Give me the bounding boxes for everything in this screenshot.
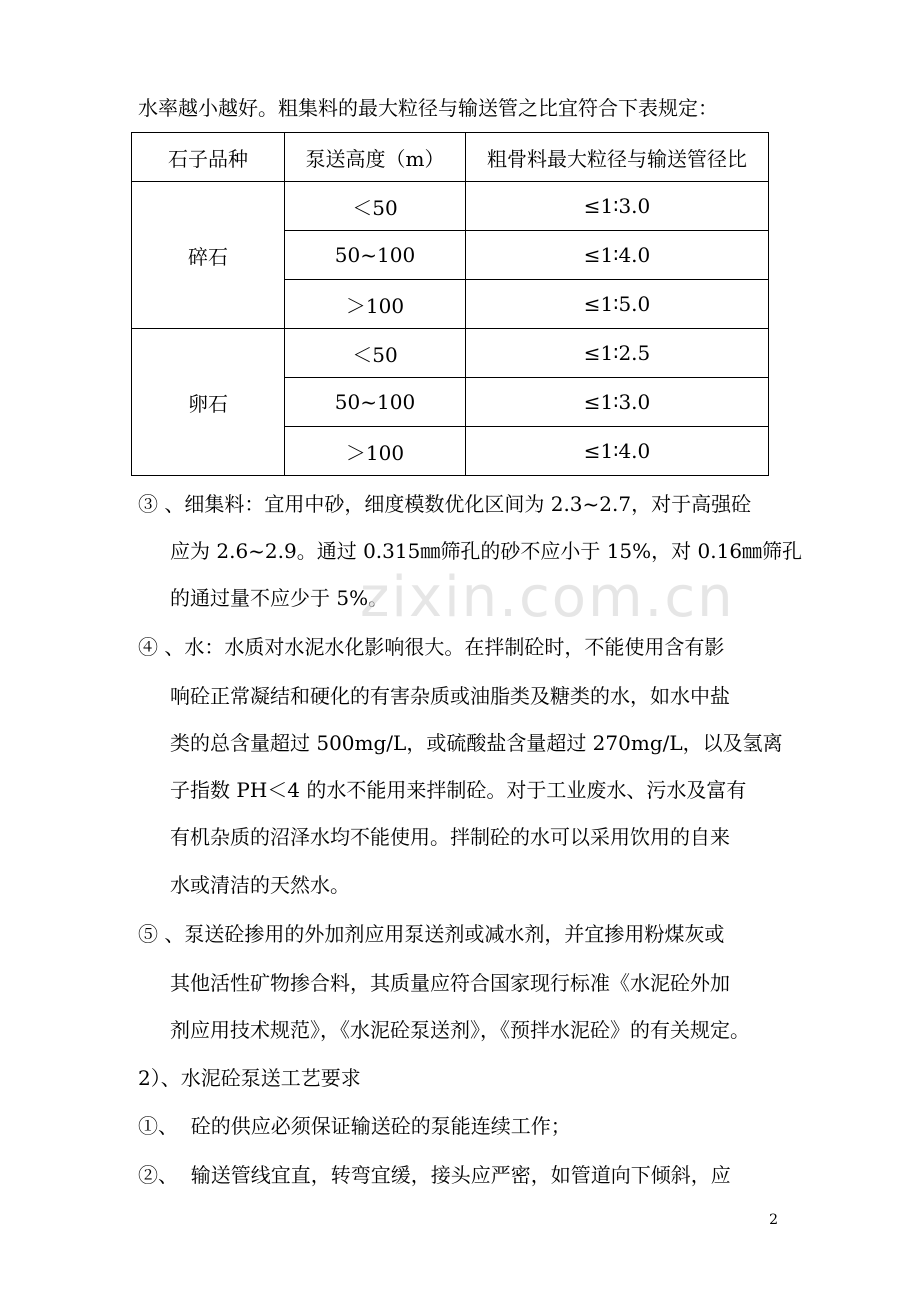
paragraph-3-line-2: 应为 2.6~2.9。通过 0.315㎜筛孔的砂不应小于 15%，对 0.16㎜筛孔 bbox=[170, 539, 803, 563]
paragraph-3-line-1: ③ 、细集料：宜用中砂，细度模数优化区间为 2.3~2.7，对于高强砼 bbox=[138, 492, 752, 516]
page-number: 2 bbox=[769, 1212, 778, 1228]
paragraph-4-line-5: 有机杂质的沼泽水均不能使用。拌制砼的水可以采用饮用的自来 bbox=[170, 825, 730, 849]
header-stone-type: 石子品种 bbox=[132, 133, 285, 182]
ratio-cell: ≤1∶3.0 bbox=[466, 182, 769, 231]
header-pump-height: 泵送高度（m） bbox=[285, 133, 466, 182]
height-cell: ＜50 bbox=[285, 329, 466, 378]
stone-type-pebble: 卵石 bbox=[132, 329, 285, 476]
ratio-cell: ≤1∶4.0 bbox=[466, 427, 769, 476]
table-row bbox=[132, 329, 769, 378]
paragraph-5-line-1: ⑤ 、泵送砼掺用的外加剂应用泵送剂或减水剂，并宜掺用粉煤灰或 bbox=[138, 922, 725, 946]
ratio-cell: ≤1∶2.5 bbox=[466, 329, 769, 378]
paragraph-3-line-3: 的通过量不应少于 5%。 bbox=[170, 586, 389, 610]
paragraph-4-line-3: 类的总含量超过 500mg/L，或硫酸盐含量超过 270mg/L，以及氢离 bbox=[170, 731, 783, 755]
table-header-row bbox=[132, 133, 769, 182]
paragraph-4-line-6: 水或清洁的天然水。 bbox=[170, 873, 350, 897]
stone-type-crushed: 碎石 bbox=[132, 182, 285, 329]
section-heading: 2）、水泥砼泵送工艺要求 bbox=[138, 1066, 361, 1090]
height-cell: ＞100 bbox=[285, 280, 466, 329]
requirement-1: ①、 砼的供应必须保证输送砼的泵能连续工作； bbox=[138, 1114, 571, 1138]
paragraph-4-line-4: 子指数 PH＜4 的水不能用来拌制砼。对于工业废水、污水及富有 bbox=[170, 778, 747, 802]
watermark: zixin.com.cn bbox=[360, 565, 735, 630]
height-cell: ＞100 bbox=[285, 427, 466, 476]
paragraph-5-line-2: 其他活性矿物掺合料，其质量应符合国家现行标准《水泥砼外加 bbox=[170, 971, 730, 995]
table-row bbox=[132, 182, 769, 231]
paragraph-4-line-1: ④ 、水：水质对水泥水化影响很大。在拌制砼时，不能使用含有影 bbox=[138, 635, 725, 659]
paragraph-4-line-2: 响砼正常凝结和硬化的有害杂质或油脂类及糖类的水，如水中盐 bbox=[170, 684, 730, 708]
ratio-cell: ≤1∶3.0 bbox=[466, 378, 769, 427]
intro-line: 水率越小越好。粗集料的最大粒径与输送管之比宜符合下表规定： bbox=[138, 96, 718, 120]
height-cell: ＜50 bbox=[285, 182, 466, 231]
header-ratio: 粗骨料最大粒径与输送管径比 bbox=[466, 133, 769, 182]
aggregate-ratio-table bbox=[131, 132, 769, 476]
ratio-cell: ≤1∶5.0 bbox=[466, 280, 769, 329]
height-cell: 50~100 bbox=[285, 378, 466, 427]
requirement-2: ②、 输送管线宜直，转弯宜缓，接头应严密，如管道向下倾斜，应 bbox=[138, 1163, 731, 1187]
ratio-cell: ≤1∶4.0 bbox=[466, 231, 769, 280]
height-cell: 50~100 bbox=[285, 231, 466, 280]
paragraph-5-line-3: 剂应用技术规范》，《水泥砼泵送剂》，《预拌水泥砼》的有关规定。 bbox=[170, 1018, 750, 1042]
